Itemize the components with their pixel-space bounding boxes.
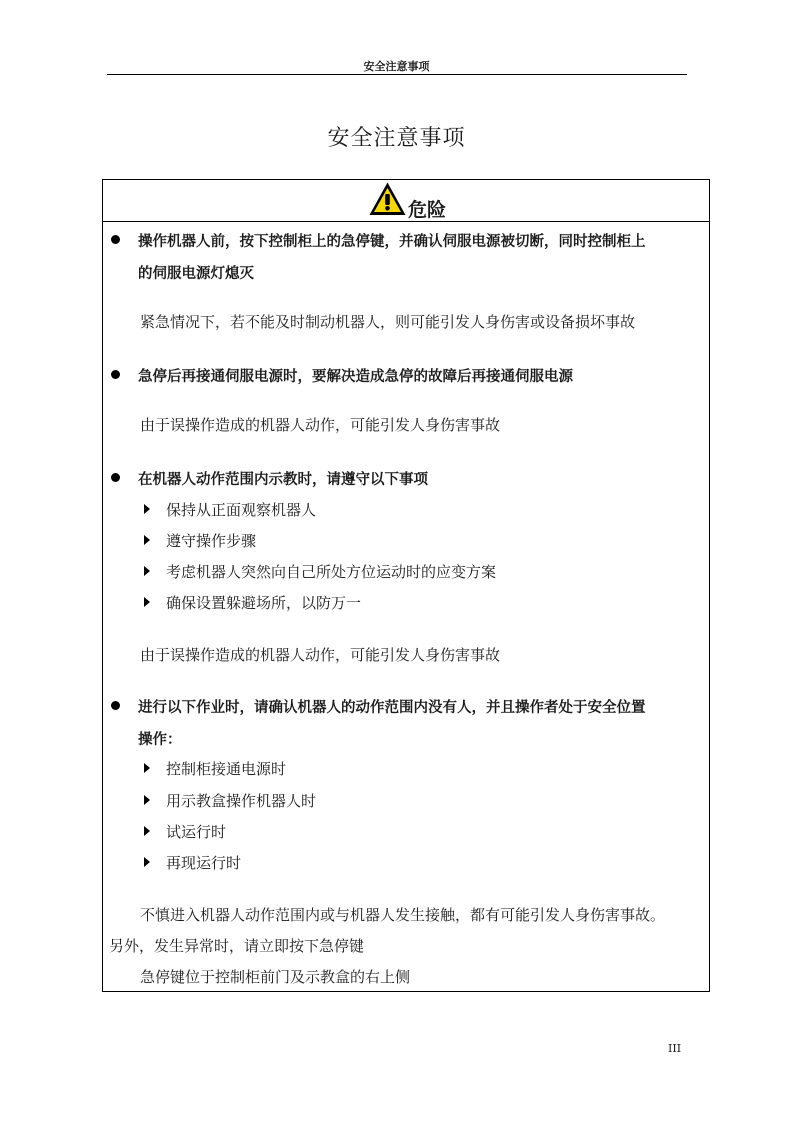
- section-3-item: 考虑机器人突然向自己所处方位运动时的应变方案: [166, 563, 497, 581]
- danger-box: [102, 179, 710, 992]
- header-rule: [107, 74, 687, 75]
- section-4-item: 控制柜接通电源时: [166, 760, 287, 778]
- triangle-bullet-icon: [144, 857, 150, 867]
- bullet-icon: [111, 701, 120, 710]
- bullet-icon: [111, 235, 120, 244]
- triangle-bullet-icon: [144, 763, 150, 773]
- section-3-note: 由于误操作造成的机器人动作，可能引发人身伤害事故: [140, 646, 501, 664]
- closing-line-2: 另外，发生异常时，请立即按下急停键: [109, 937, 365, 955]
- triangle-bullet-icon: [144, 795, 150, 805]
- triangle-bullet-icon: [144, 826, 150, 836]
- page-number: III: [668, 1042, 682, 1055]
- section-3-item: 保持从正面观察机器人: [166, 501, 317, 519]
- section-4-item: 用示教盒操作机器人时: [166, 792, 317, 810]
- danger-header: [103, 180, 709, 222]
- running-header: 安全注意事项: [363, 60, 430, 73]
- section-4-heading-line-2: 操作：: [138, 732, 182, 748]
- section-3-heading: 在机器人动作范围内示教时，请遵守以下事项: [138, 472, 428, 488]
- section-3-item: 遵守操作步骤: [166, 532, 257, 550]
- triangle-bullet-icon: [144, 597, 150, 607]
- closing-line-3: 急停键位于控制柜前门及示教盒的右上侧: [140, 968, 411, 986]
- bullet-icon: [111, 370, 120, 379]
- triangle-bullet-icon: [144, 535, 150, 545]
- section-1-heading-line-1: 操作机器人前，按下控制柜上的急停键，并确认伺服电源被切断，同时控制柜上: [138, 234, 646, 250]
- section-4-item: 试运行时: [166, 823, 227, 841]
- section-2-note: 由于误操作造成的机器人动作，可能引发人身伤害事故: [140, 416, 501, 434]
- danger-label: 危险: [408, 199, 447, 221]
- section-4-item: 再现运行时: [166, 854, 242, 872]
- section-4-heading-line-1: 进行以下作业时，请确认机器人的动作范围内没有人，并且操作者处于安全位置: [138, 700, 646, 716]
- triangle-bullet-icon: [144, 566, 150, 576]
- bullet-icon: [111, 473, 120, 482]
- closing-line-1: 不慎进入机器人动作范围内或与机器人发生接触，都有可能引发人身伤害事故。: [140, 906, 666, 924]
- triangle-bullet-icon: [144, 504, 150, 514]
- warning-triangle-icon: [368, 181, 407, 217]
- section-1-heading-line-2: 的伺服电源灯熄灭: [138, 266, 254, 282]
- section-1-note: 紧急情况下，若不能及时制动机器人，则可能引发人身伤害或设备损坏事故: [140, 313, 636, 331]
- section-3-item: 确保设置躲避场所，以防万一: [166, 594, 362, 612]
- page-title: 安全注意事项: [327, 126, 466, 151]
- section-2-heading: 急停后再接通伺服电源时，要解决造成急停的故障后再接通伺服电源: [138, 369, 573, 385]
